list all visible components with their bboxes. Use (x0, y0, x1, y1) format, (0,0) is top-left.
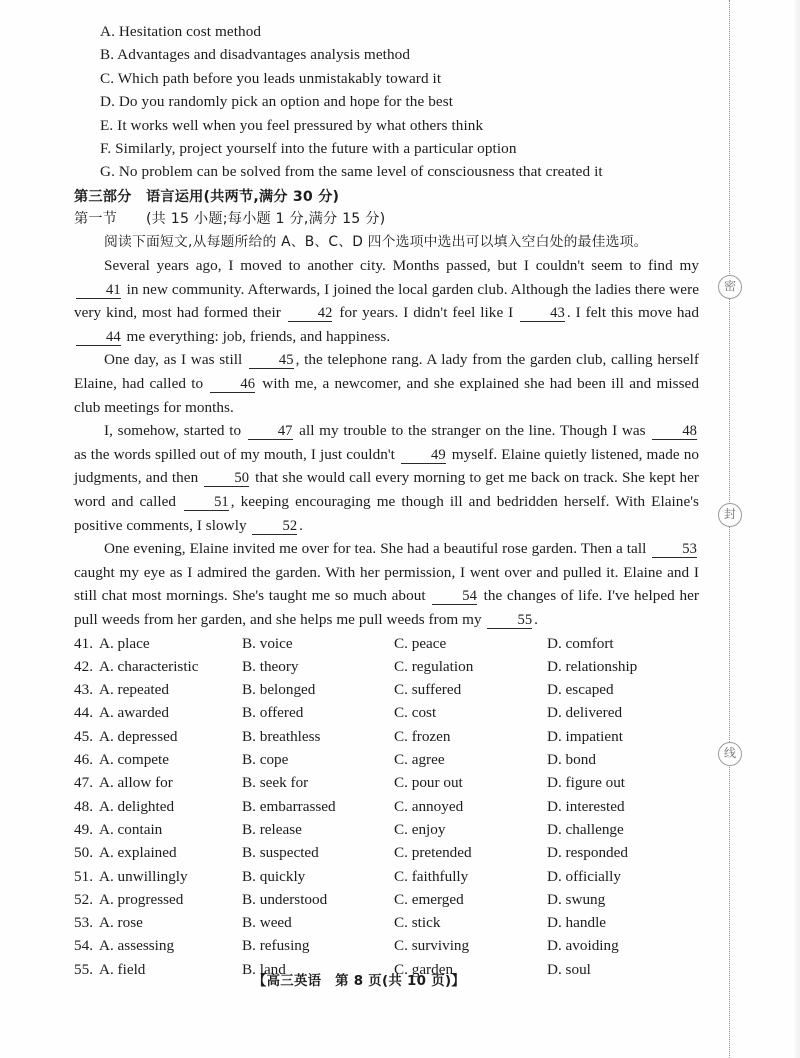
question-number: 48. (74, 797, 93, 815)
option-d[interactable]: D. figure out (547, 774, 626, 792)
answer-choice-item: A. Hesitation cost method (100, 23, 262, 40)
page-content (74, 20, 699, 984)
question-option-row (74, 868, 699, 891)
cloze-blank: 42 (288, 305, 333, 322)
question-number: 47. (74, 774, 93, 792)
answer-choice-list-ag (74, 20, 699, 184)
cloze-blank: 53 (652, 541, 697, 558)
question-option-row (74, 937, 699, 960)
option-b[interactable]: B. land (242, 960, 286, 978)
option-a[interactable]: A. unwillingly (99, 867, 188, 885)
answer-choice-item: E. It works well when you feel pressured by what others think (100, 116, 484, 134)
question-number: 50. (74, 844, 93, 862)
cloze-blank: 44 (76, 329, 121, 346)
question-number: 52. (74, 890, 93, 908)
question-option-row (74, 891, 699, 914)
answer-choice-item: B. Advantages and disadvantages analysis method (100, 46, 411, 64)
seal-char-feng: 封 (718, 503, 742, 527)
question-option-row (74, 635, 699, 658)
seal-char-xian: 线 (718, 742, 742, 766)
page-footer: 【高三英语 第 8 页(共 10 页)】 (252, 974, 466, 989)
option-d[interactable]: D. escaped (547, 681, 614, 699)
option-c[interactable]: C. suffered (394, 681, 462, 699)
cloze-passage (74, 254, 699, 632)
option-c[interactable]: C. cost (394, 704, 437, 722)
passage-text: . (299, 516, 304, 534)
cloze-blank: 47 (248, 423, 293, 440)
subsection-heading: 第一节 (共 15 小题;每小题 1 分,满分 15 分) (74, 211, 386, 228)
option-c[interactable]: C. peace (394, 634, 447, 652)
seal-line-dotted-rule (729, 0, 730, 1058)
question-number: 44. (74, 704, 93, 722)
cloze-blank: 41 (76, 282, 121, 299)
option-d[interactable]: D. impatient (547, 727, 623, 745)
option-b[interactable]: B. belonged (242, 681, 316, 699)
option-d[interactable]: D. relationship (547, 657, 638, 675)
option-d[interactable]: D. officially (547, 867, 621, 885)
question-option-row (74, 844, 699, 867)
passage-paragraph (74, 348, 699, 419)
option-b[interactable]: B. refusing (242, 937, 310, 955)
seal-line (718, 0, 742, 1058)
option-b[interactable]: B. theory (242, 657, 299, 675)
option-d[interactable]: D. swung (547, 890, 606, 908)
question-option-row (74, 681, 699, 704)
option-d[interactable]: D. delivered (547, 704, 623, 722)
option-d[interactable]: D. challenge (547, 820, 624, 838)
part-heading: 第三部分 语言运用(共两节,满分 30 分) (74, 188, 340, 205)
question-number: 41. (74, 634, 93, 652)
option-a[interactable]: A. repeated (99, 681, 169, 699)
option-c[interactable]: C. pretended (394, 844, 472, 862)
section-instruction: 阅读下面短文,从每题所给的 A、B、C、D 四个选项中选出可以填入空白处的最佳选项。 (104, 234, 648, 251)
passage-text: I, somehow, started to (104, 422, 246, 440)
question-option-row (74, 914, 699, 937)
question-number: 45. (74, 727, 93, 745)
option-c[interactable]: C. regulation (394, 657, 474, 675)
option-a[interactable]: A. progressed (99, 890, 184, 908)
cloze-blank: 43 (520, 305, 565, 322)
option-b[interactable]: B. release (242, 820, 302, 838)
question-option-row (74, 728, 699, 751)
option-b[interactable]: B. breathless (242, 727, 321, 745)
passage-text: caught my eye as I admired the garden. With her permission, I went over and pulled it. Elaine and I still chat most mornings. She's taught me so much about (74, 563, 699, 605)
option-c[interactable]: C. enjoy (394, 820, 446, 838)
option-a[interactable]: A. allow for (99, 774, 173, 792)
option-a[interactable]: A. explained (99, 844, 177, 862)
question-option-row (74, 751, 699, 774)
passage-text: Several years ago, I moved to another city. Months passed, but I couldn't seem to find my (104, 257, 699, 275)
option-b[interactable]: B. cope (242, 751, 289, 769)
option-c[interactable]: C. stick (394, 914, 441, 932)
answer-choice-item: D. Do you randomly pick an option and hope for the best (100, 93, 454, 111)
option-a[interactable]: A. delighted (99, 797, 175, 815)
cloze-blank: 50 (204, 470, 249, 487)
option-d[interactable]: D. responded (547, 844, 628, 862)
passage-text: . (534, 610, 539, 628)
question-number: 55. (74, 960, 93, 978)
passage-text: One evening, Elaine invited me over for tea. She had a beautiful rose garden. Then a tall (104, 540, 651, 558)
passage-text: myself. Elaine quietly listened, made no judgments, and then (74, 445, 699, 487)
option-d[interactable]: D. handle (547, 914, 607, 932)
option-b[interactable]: B. quickly (242, 867, 306, 885)
option-b[interactable]: B. understood (242, 890, 328, 908)
cloze-blank: 51 (184, 494, 229, 511)
option-c[interactable]: C. agree (394, 751, 445, 769)
scan-edge-shading (794, 0, 800, 1058)
question-options-table (74, 635, 699, 984)
option-b[interactable]: B. embarrassed (242, 797, 336, 815)
passage-text: in new community. Afterwards, I joined the local garden club. Although the ladies there were very kind, most had formed their (74, 280, 699, 322)
option-d[interactable]: D. interested (547, 797, 625, 815)
question-option-row (74, 774, 699, 797)
cloze-blank: 48 (652, 423, 697, 440)
cloze-blank: 54 (432, 588, 477, 605)
option-c[interactable]: C. emerged (394, 890, 464, 908)
option-c[interactable]: C. garden (394, 960, 454, 978)
passage-text: . I felt this move had (566, 304, 699, 322)
option-d[interactable]: D. soul (547, 960, 591, 978)
option-a[interactable]: A. awarded (99, 704, 169, 722)
option-b[interactable]: B. suspected (242, 844, 319, 862)
option-a[interactable]: A. compete (99, 751, 170, 769)
cloze-blank: 52 (252, 518, 297, 535)
option-a[interactable]: A. rose (99, 914, 143, 932)
passage-text: One day, as I was still (104, 351, 247, 369)
option-b[interactable]: B. seek for (242, 774, 309, 792)
passage-text: me everything: job, friends, and happiness. (122, 327, 391, 345)
option-c[interactable]: C. pour out (394, 774, 463, 792)
question-number: 46. (74, 751, 93, 769)
option-b[interactable]: B. voice (242, 634, 293, 652)
question-option-row (74, 658, 699, 681)
cloze-blank: 49 (401, 447, 446, 464)
question-number: 51. (74, 867, 93, 885)
option-a[interactable]: A. characteristic (99, 657, 199, 675)
passage-text: all my trouble to the stranger on the line. Though I was (294, 422, 651, 440)
passage-text: the changes of life. I've helped her pull weeds from her garden, and she helps me pull weeds from my (74, 587, 699, 628)
option-a[interactable]: A. depressed (99, 727, 178, 745)
option-a[interactable]: A. place (99, 634, 150, 652)
passage-text: for years. I didn't feel like I (334, 304, 519, 322)
option-c[interactable]: C. frozen (394, 727, 451, 745)
option-c[interactable]: C. surviving (394, 937, 470, 955)
option-d[interactable]: D. bond (547, 751, 596, 769)
passage-paragraph (74, 254, 699, 348)
question-number: 42. (74, 657, 93, 675)
seal-char-mi: 密 (718, 275, 742, 299)
option-b[interactable]: B. offered (242, 704, 304, 722)
option-b[interactable]: B. weed (242, 914, 292, 932)
option-a[interactable]: A. field (99, 960, 146, 978)
question-option-row (74, 821, 699, 844)
question-number: 49. (74, 820, 93, 838)
answer-choice-item: F. Similarly, project yourself into the future with a particular option (100, 140, 517, 158)
passage-text: , the telephone rang. A lady from the garden club, calling herself Elaine, had called to (74, 351, 699, 392)
passage-text: , keeping encouraging me though ill and bedridden herself. With Elaine's positive comments, I slowly (74, 492, 699, 534)
cloze-blank: 46 (210, 376, 255, 393)
option-a[interactable]: A. contain (99, 820, 163, 838)
cloze-blank: 55 (487, 612, 532, 629)
option-a[interactable]: A. assessing (99, 937, 175, 955)
passage-text: with me, a newcomer, and she explained she had been ill and missed club meetings for months. (74, 375, 699, 416)
passage-paragraph (74, 419, 699, 537)
option-c[interactable]: C. annoyed (394, 797, 464, 815)
question-option-row (74, 798, 699, 821)
answer-choice-item: C. Which path before you leads unmistakably toward it (100, 69, 442, 87)
passage-paragraph (74, 537, 699, 631)
question-number: 54. (74, 937, 93, 955)
passage-text: that she would call every morning to get me back on track. She kept her word and called (74, 469, 700, 510)
answer-choice-item: G. No problem can be solved from the same level of consciousness that created it (100, 163, 603, 181)
option-d[interactable]: D. avoiding (547, 937, 619, 955)
option-d[interactable]: D. comfort (547, 634, 614, 652)
passage-text: as the words spilled out of my mouth, I just couldn't (74, 445, 399, 463)
cloze-blank: 45 (249, 352, 294, 369)
question-number: 43. (74, 681, 93, 699)
question-option-row (74, 704, 699, 727)
question-number: 53. (74, 914, 93, 932)
option-c[interactable]: C. faithfully (394, 867, 469, 885)
